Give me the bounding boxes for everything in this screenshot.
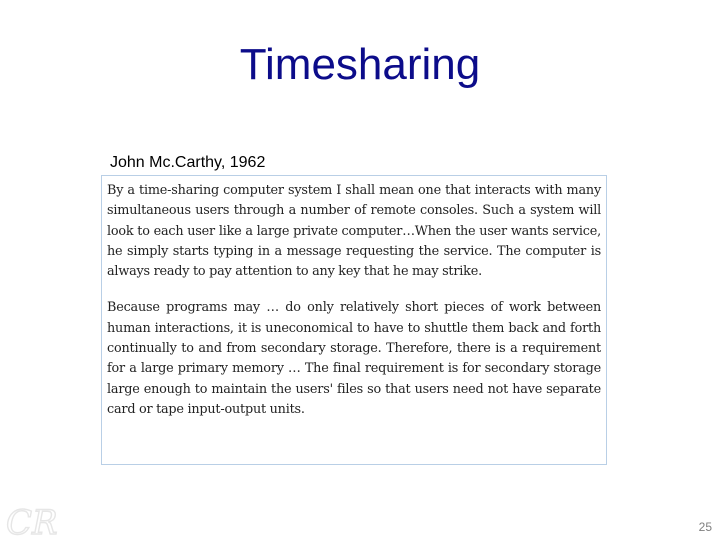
page-number: 25: [698, 520, 712, 534]
quote-paragraph-2: Because programs may … do only relatively short pieces of work between human interactions, it is uneconomical to have to shuttle them back and forth continually to and from secondary storage. Therefore, there is a requirement for a large primary memory … The final requirement is for secondary storage large enough to maintain the users' files so that users need not have separate card or tape input-output units.: [107, 300, 601, 417]
quote-excerpt-box: [101, 175, 607, 465]
monogram-text: CR: [6, 503, 58, 540]
quote-paragraph-1: By a time-sharing computer system I shall mean one that interacts with many simultaneous users through a number of remote consoles. Such a system will look to each user like a large private computer…When the user wants service, he simply starts typing in a message requesting the service. The computer is always ready to pay attention to any key that he may strike.: [107, 183, 601, 280]
cr-monogram-logo: [4, 500, 60, 540]
quote-attribution: John Mc.Carthy, 1962: [110, 154, 266, 171]
slide-title: Timesharing: [239, 40, 481, 89]
